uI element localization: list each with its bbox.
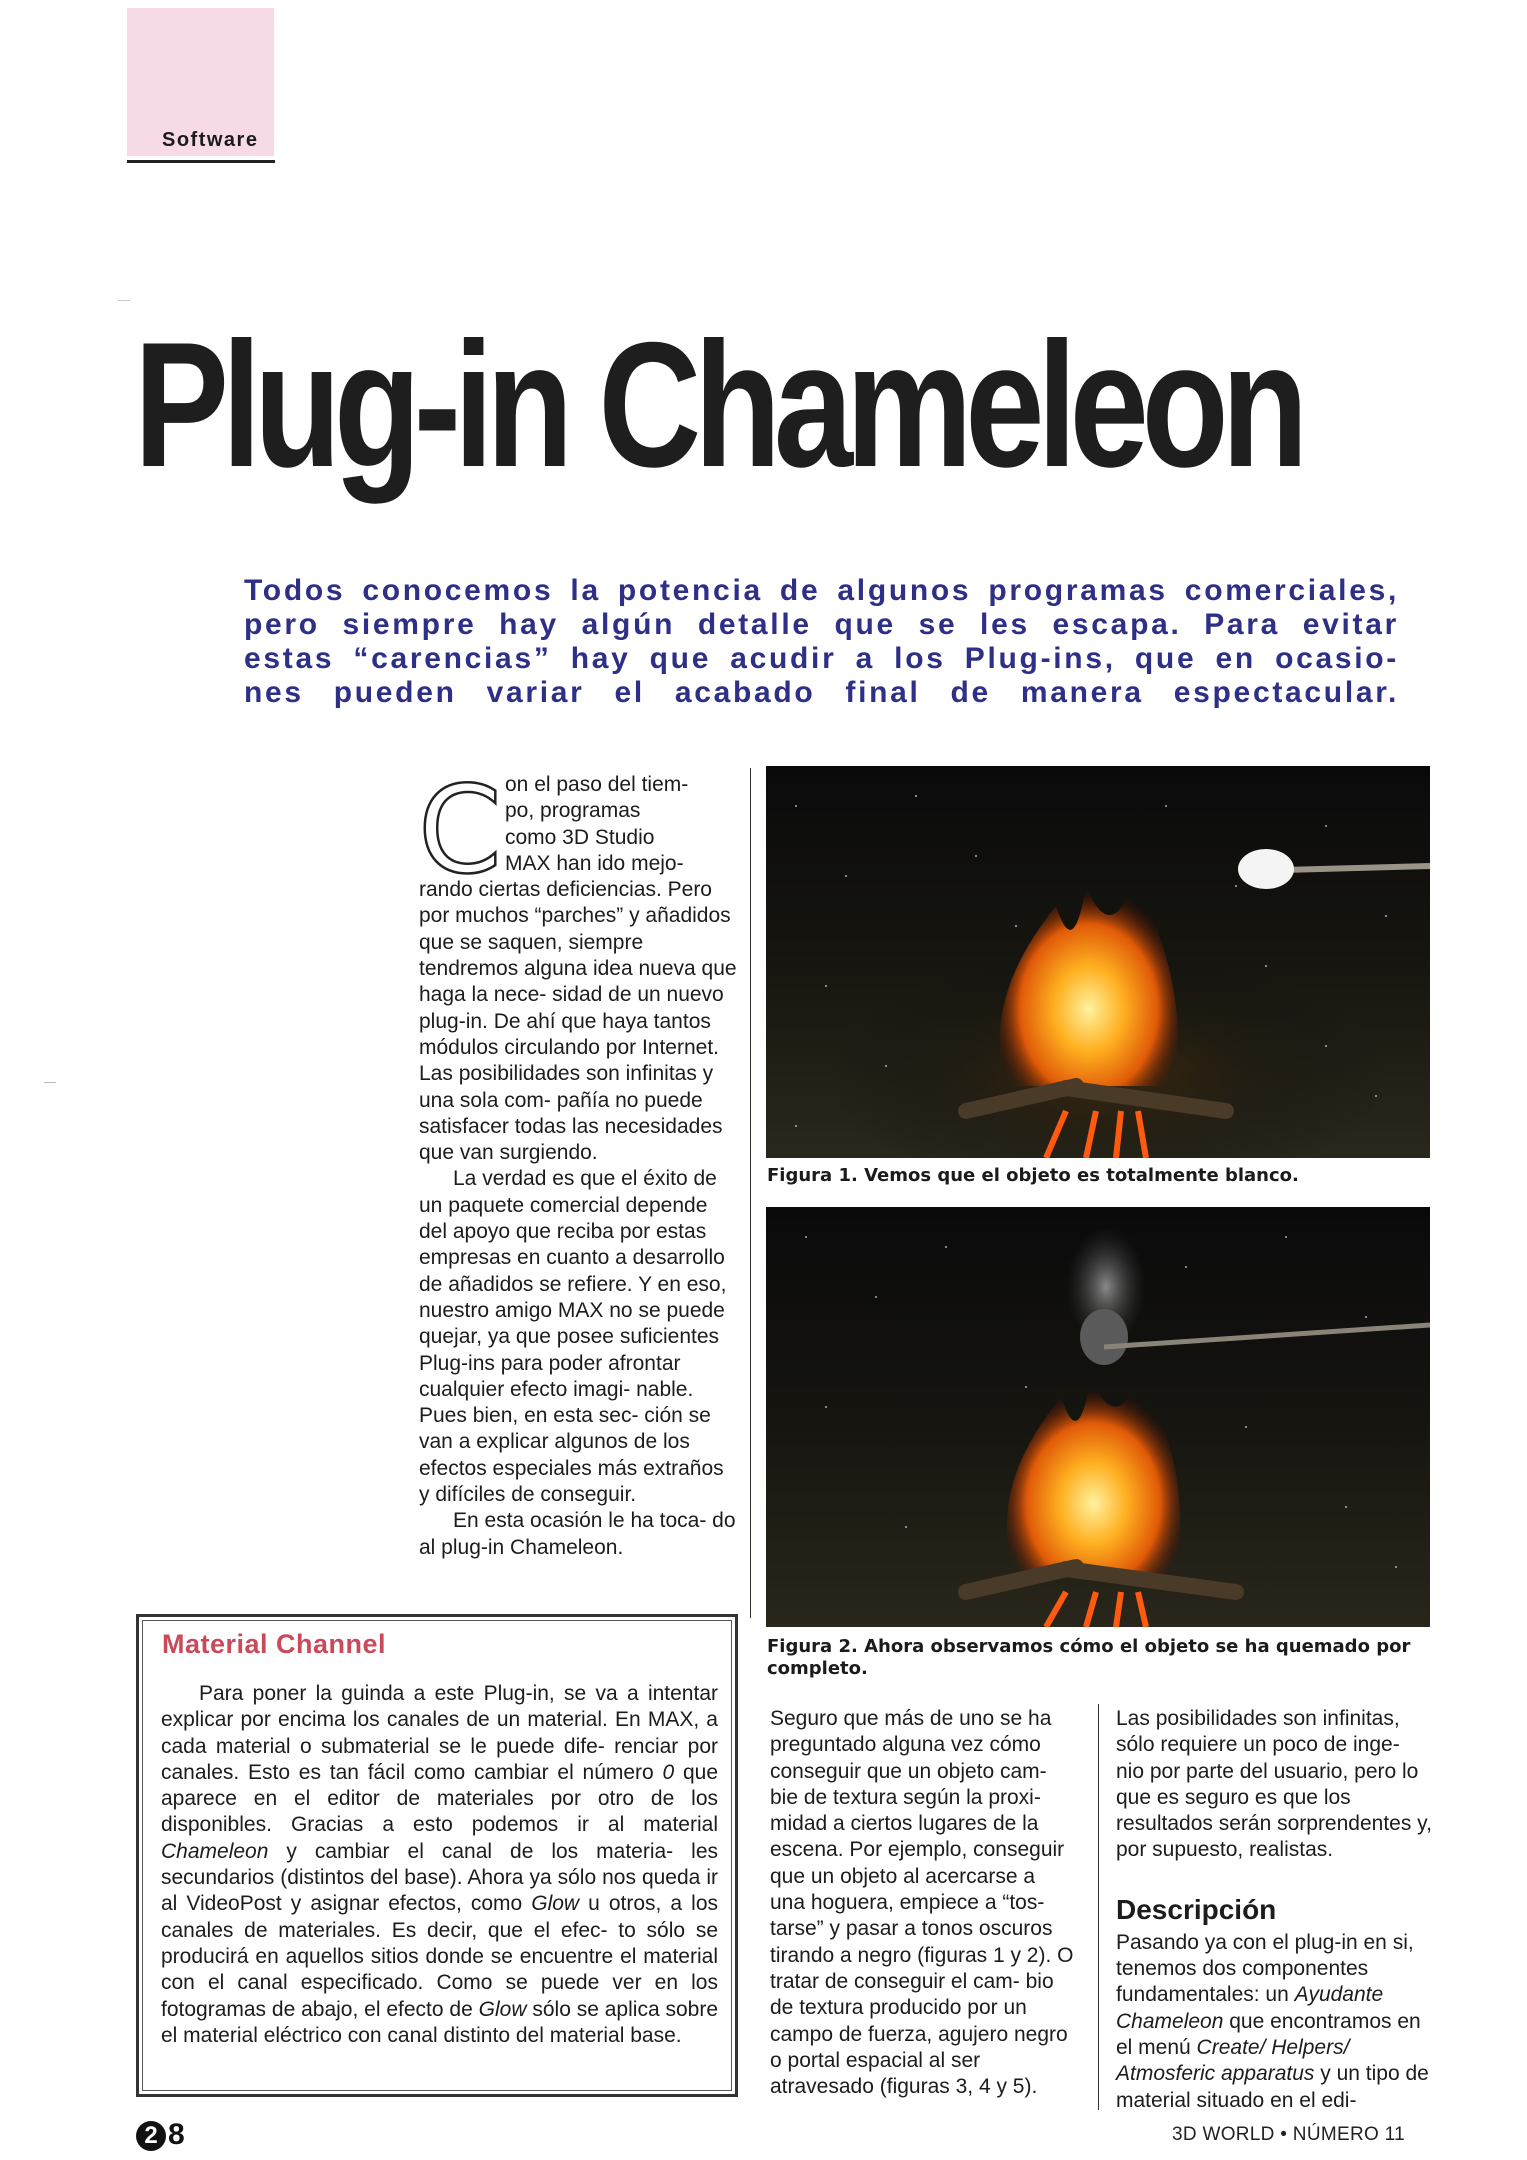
- figure-2-image: [766, 1207, 1430, 1627]
- lead-line: nes pueden variar el acabado final de manera espectacular.: [244, 676, 1399, 709]
- figure-1-image: [766, 766, 1430, 1158]
- drop-line: como 3D Studio: [505, 825, 655, 849]
- section-rule: [127, 160, 275, 163]
- drop-line: po, programas: [505, 799, 641, 823]
- page-number-circle: 2: [136, 2121, 166, 2151]
- column-rule: [1098, 1704, 1099, 2110]
- text-run-italic: Ayudante Chameleon: [1116, 1983, 1384, 2033]
- text-run: Para poner la guinda a este Plug-in, se va a intentar explicar por encima los canales de un material. En MAX, a cada material o submaterial se le puede dife- renciar por canales. Esto es tan fácil como cambiar el número: [161, 1682, 718, 1784]
- intro-paragraph-2: La verdad es que el éxito de un paquete comercial depende del apoyo que reciba por estas empresas en cuanto a desarrollo de añadidos se refiere. Y en eso, nuestro amigo MAX no se puede quejar, ya que posee suficientes Plug-ins para poder afrontar cualquier efecto imagi- nable. Pues bien, en esta sec- ción se van a explicar algunos de los efectos especiales más extraños y difíciles de conseguir.: [419, 1167, 727, 1507]
- figure-2-caption: Figura 2. Ahora observamos cómo el objeto se ha quemado por completo.: [767, 1636, 1411, 1679]
- text-run: que aparece en el editor de materiales por otro de los disponibles. Gracias a esto podemos ir al material: [161, 1760, 718, 1837]
- sidebar-title: Material Channel: [162, 1629, 387, 1659]
- campfire-render: [766, 766, 1430, 1158]
- text-run: sólo se aplica sobre el material eléctrico con canal distinto del material base.: [161, 1997, 718, 2047]
- drop-line: MAX han ido mejo-: [505, 851, 684, 875]
- text-run-italic: 0: [662, 1760, 675, 1784]
- intro-text: rando ciertas deficiencias. Pero por muchos “parches” y añadidos que se saquen, siempre tendremos alguna idea nueva que haga la nece- sidad de un nuevo plug-in. De ahí que haya tantos módulos circulando por Internet. Las posibilidades son infinitas y una sola com- pañía no puede satisfacer todas las necesidades que van surgiendo.: [419, 878, 737, 1165]
- intro-paragraph-1: [418, 762, 737, 1166]
- footer-magazine: 3D WORLD • NÚMERO 11: [1172, 2124, 1405, 2145]
- figure-1-caption: Figura 1. Vemos que el objeto es totalmente blanco.: [767, 1165, 1299, 1186]
- article-column-3: [1116, 1706, 1432, 2114]
- text-run-italic: Chameleon: [161, 1839, 269, 1863]
- text-run: y cambiar el canal de los materia- les secundarios (distintos del base). Ahora ya sólo nos queda ir al VideoPost y asignar efectos, como: [161, 1839, 718, 1916]
- intro-paragraph-3: En esta ocasión le ha toca- do al plug-in Chameleon.: [419, 1509, 736, 1559]
- text-run-italic: Glow: [478, 1997, 527, 2021]
- intro-column: [418, 762, 737, 1561]
- section-heading-descripcion: Descripción: [1116, 1893, 1277, 1925]
- text-run: Pasando ya con el plug-in en si, tenemos dos componentes fundamentales: un: [1116, 1930, 1414, 2007]
- sidebar-text: [161, 1681, 718, 2049]
- lead-line: estas “carencias” hay que acudir a los Plug-ins, que en ocasio-: [244, 642, 1399, 675]
- gutter-mark: [118, 300, 130, 301]
- column-2-paragraph: Seguro que más de uno se ha preguntado alguna vez cómo conseguir que un objeto cam- bie de textura según la proxi- midad a ciertos lugares de la escena. Por ejemplo, conseguir que un objeto al acercarse a una hoguera, empiece a “tos- tarse” y pasar a tonos oscuros tirando a negro (figuras 1 y 2). O tratar de conseguir el cam- bio de textura producido por un campo de fuerza, agujero negro o portal espacial al ser atravesado (figuras 3, 4 y 5).: [770, 1707, 1074, 2099]
- column-3-paragraph-2: [1116, 1930, 1432, 2114]
- text-run: u otros, a los canales de materiales. Es decir, que el efec- to sólo se producirá en aquellos sitios donde se encuentre el material con el canal especificado. Como se puede ver en los fotogramas de abajo, el efecto de: [161, 1892, 718, 2021]
- text-run: y un tipo de material situado en el edi-: [1116, 2062, 1429, 2112]
- column-3-paragraph-1: Las posibilidades son infinitas, sólo requiere un poco de inge- nio por parte del usuario, pero lo que es seguro es que los resultados serán sorprendentes y, por supuesto, realistas.: [1116, 1707, 1432, 1862]
- page-number-digit: 8: [168, 2118, 185, 2151]
- page-number: [136, 2118, 185, 2152]
- campfire-render-burned: [766, 1207, 1430, 1627]
- article-column-2: [770, 1706, 1075, 2100]
- text-run-italic: Glow: [531, 1892, 580, 1916]
- article-lead: [244, 574, 1399, 710]
- lead-line: Todos conocemos la potencia de algunos programas comerciales,: [244, 574, 1399, 607]
- lead-line: pero siempre hay algún detalle que se les escapa. Para evitar: [244, 608, 1399, 641]
- section-label: Software: [162, 129, 259, 151]
- text-run-italic: Create/ Helpers/ Atmosferic apparatus: [1116, 2035, 1350, 2086]
- column-rule: [750, 768, 751, 1618]
- drop-cap: C: [418, 762, 502, 901]
- text-run: que encontramos en el menú: [1116, 2009, 1421, 2059]
- drop-line: on el paso del tiem-: [505, 773, 689, 796]
- article-title: Plug-in Chameleon: [134, 305, 1302, 504]
- sidebar-paragraph: [161, 1681, 718, 2049]
- gutter-mark: [44, 1082, 56, 1083]
